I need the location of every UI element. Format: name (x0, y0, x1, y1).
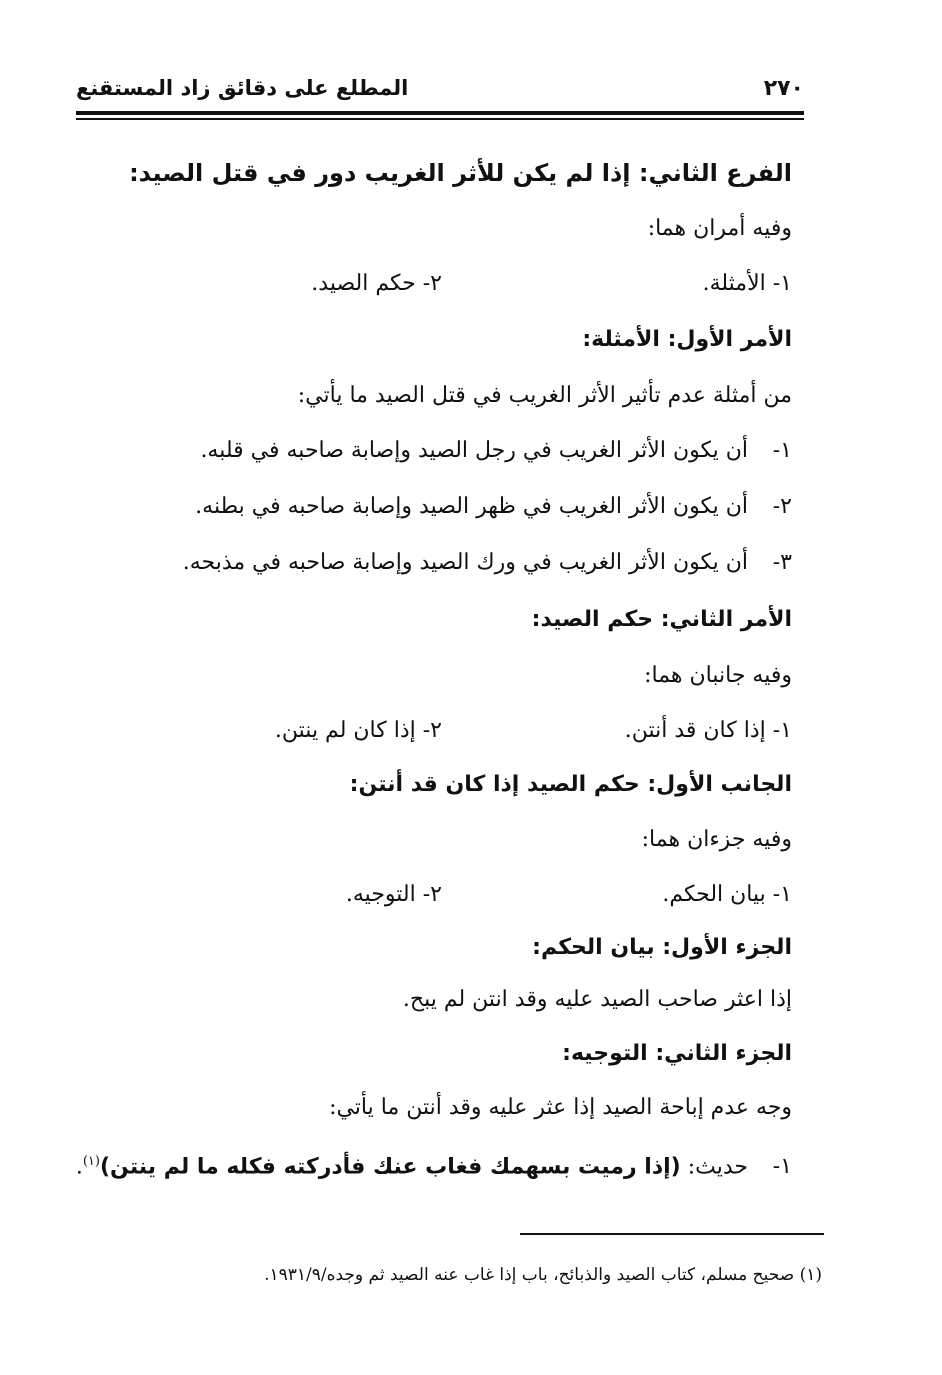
example-number: ٢- (772, 494, 792, 519)
footnote-ref: (١) (82, 1154, 100, 1169)
hadith-end: . (75, 1154, 83, 1180)
first-side-items (80, 880, 792, 910)
second-matter-intro: وفيه جانبان هما: (644, 663, 792, 688)
example-number: ٣- (772, 550, 792, 575)
footnote-rule (520, 1233, 824, 1235)
part-two-heading: الجزء الثاني: التوجيه: (562, 1041, 792, 1066)
second-matter-item: ٢- إذا كان لم ينتن. (274, 718, 442, 743)
branch-item: ١- الأمثلة. (702, 271, 792, 296)
example-text: أن يكون الأثر الغريب في ظهر الصيد وإصابة صاحبه في بطنه. (195, 494, 748, 519)
second-matter-items (80, 716, 792, 746)
example-item (80, 436, 792, 466)
example-number: ١- (772, 438, 792, 463)
hadith-label: حديث: (687, 1154, 748, 1180)
part-one-text: إذا اعثر صاحب الصيد عليه وقد انتن لم يبح. (402, 987, 792, 1012)
first-matter-heading: الأمر الأول: الأمثلة: (582, 327, 792, 352)
hadith-number: ١- (772, 1154, 792, 1180)
examples-intro: من أمثلة عدم تأثير الأثر الغريب في قتل الصيد ما يأتي: (297, 383, 792, 408)
page-number: ٢٧٠ (763, 76, 804, 101)
first-side-heading: الجانب الأول: حكم الصيد إذا كان قد أنتن: (349, 772, 792, 797)
branch-items (80, 269, 792, 299)
second-matter-heading: الأمر الثاني: حكم الصيد: (531, 607, 792, 632)
example-item (80, 492, 792, 522)
example-item (80, 548, 792, 578)
example-text: أن يكون الأثر الغريب في رجل الصيد وإصابة صاحبه في قلبه. (200, 438, 748, 463)
branch-intro: وفيه أمران هما: (647, 216, 792, 241)
header-rule-thin (76, 118, 804, 120)
branch-heading: الفرع الثاني: إذا لم يكن للأثر الغريب دور في قتل الصيد: (129, 159, 792, 187)
hadith-text: (إذا رميت بسهمك فغاب عنك فأدركته فكله ما لم ينتن) (99, 1154, 681, 1180)
second-matter-item: ١- إذا كان قد أنتن. (624, 718, 792, 743)
part-one-heading: الجزء الأول: بيان الحكم: (532, 935, 792, 960)
first-side-intro: وفيه جزءان هما: (641, 827, 792, 852)
header-rule (76, 111, 804, 115)
hadith-item (75, 1147, 792, 1182)
first-side-item: ٢- التوجيه. (345, 882, 442, 907)
example-text: أن يكون الأثر الغريب في ورك الصيد وإصابة صاحبه في مذبحه. (182, 550, 748, 575)
book-title: المطلع على دقائق زاد المستقنع (76, 76, 409, 100)
page-header (76, 70, 804, 110)
part-two-intro: وجه عدم إباحة الصيد إذا عثر عليه وقد أنتن ما يأتي: (329, 1095, 792, 1120)
footnote: (١) صحيح مسلم، كتاب الصيد والذبائح، باب إذا غاب عنه الصيد ثم وجده/١٩٣١/٩. (264, 1265, 822, 1285)
branch-item: ٢- حكم الصيد. (311, 271, 442, 296)
first-side-item: ١- بيان الحكم. (662, 882, 792, 907)
